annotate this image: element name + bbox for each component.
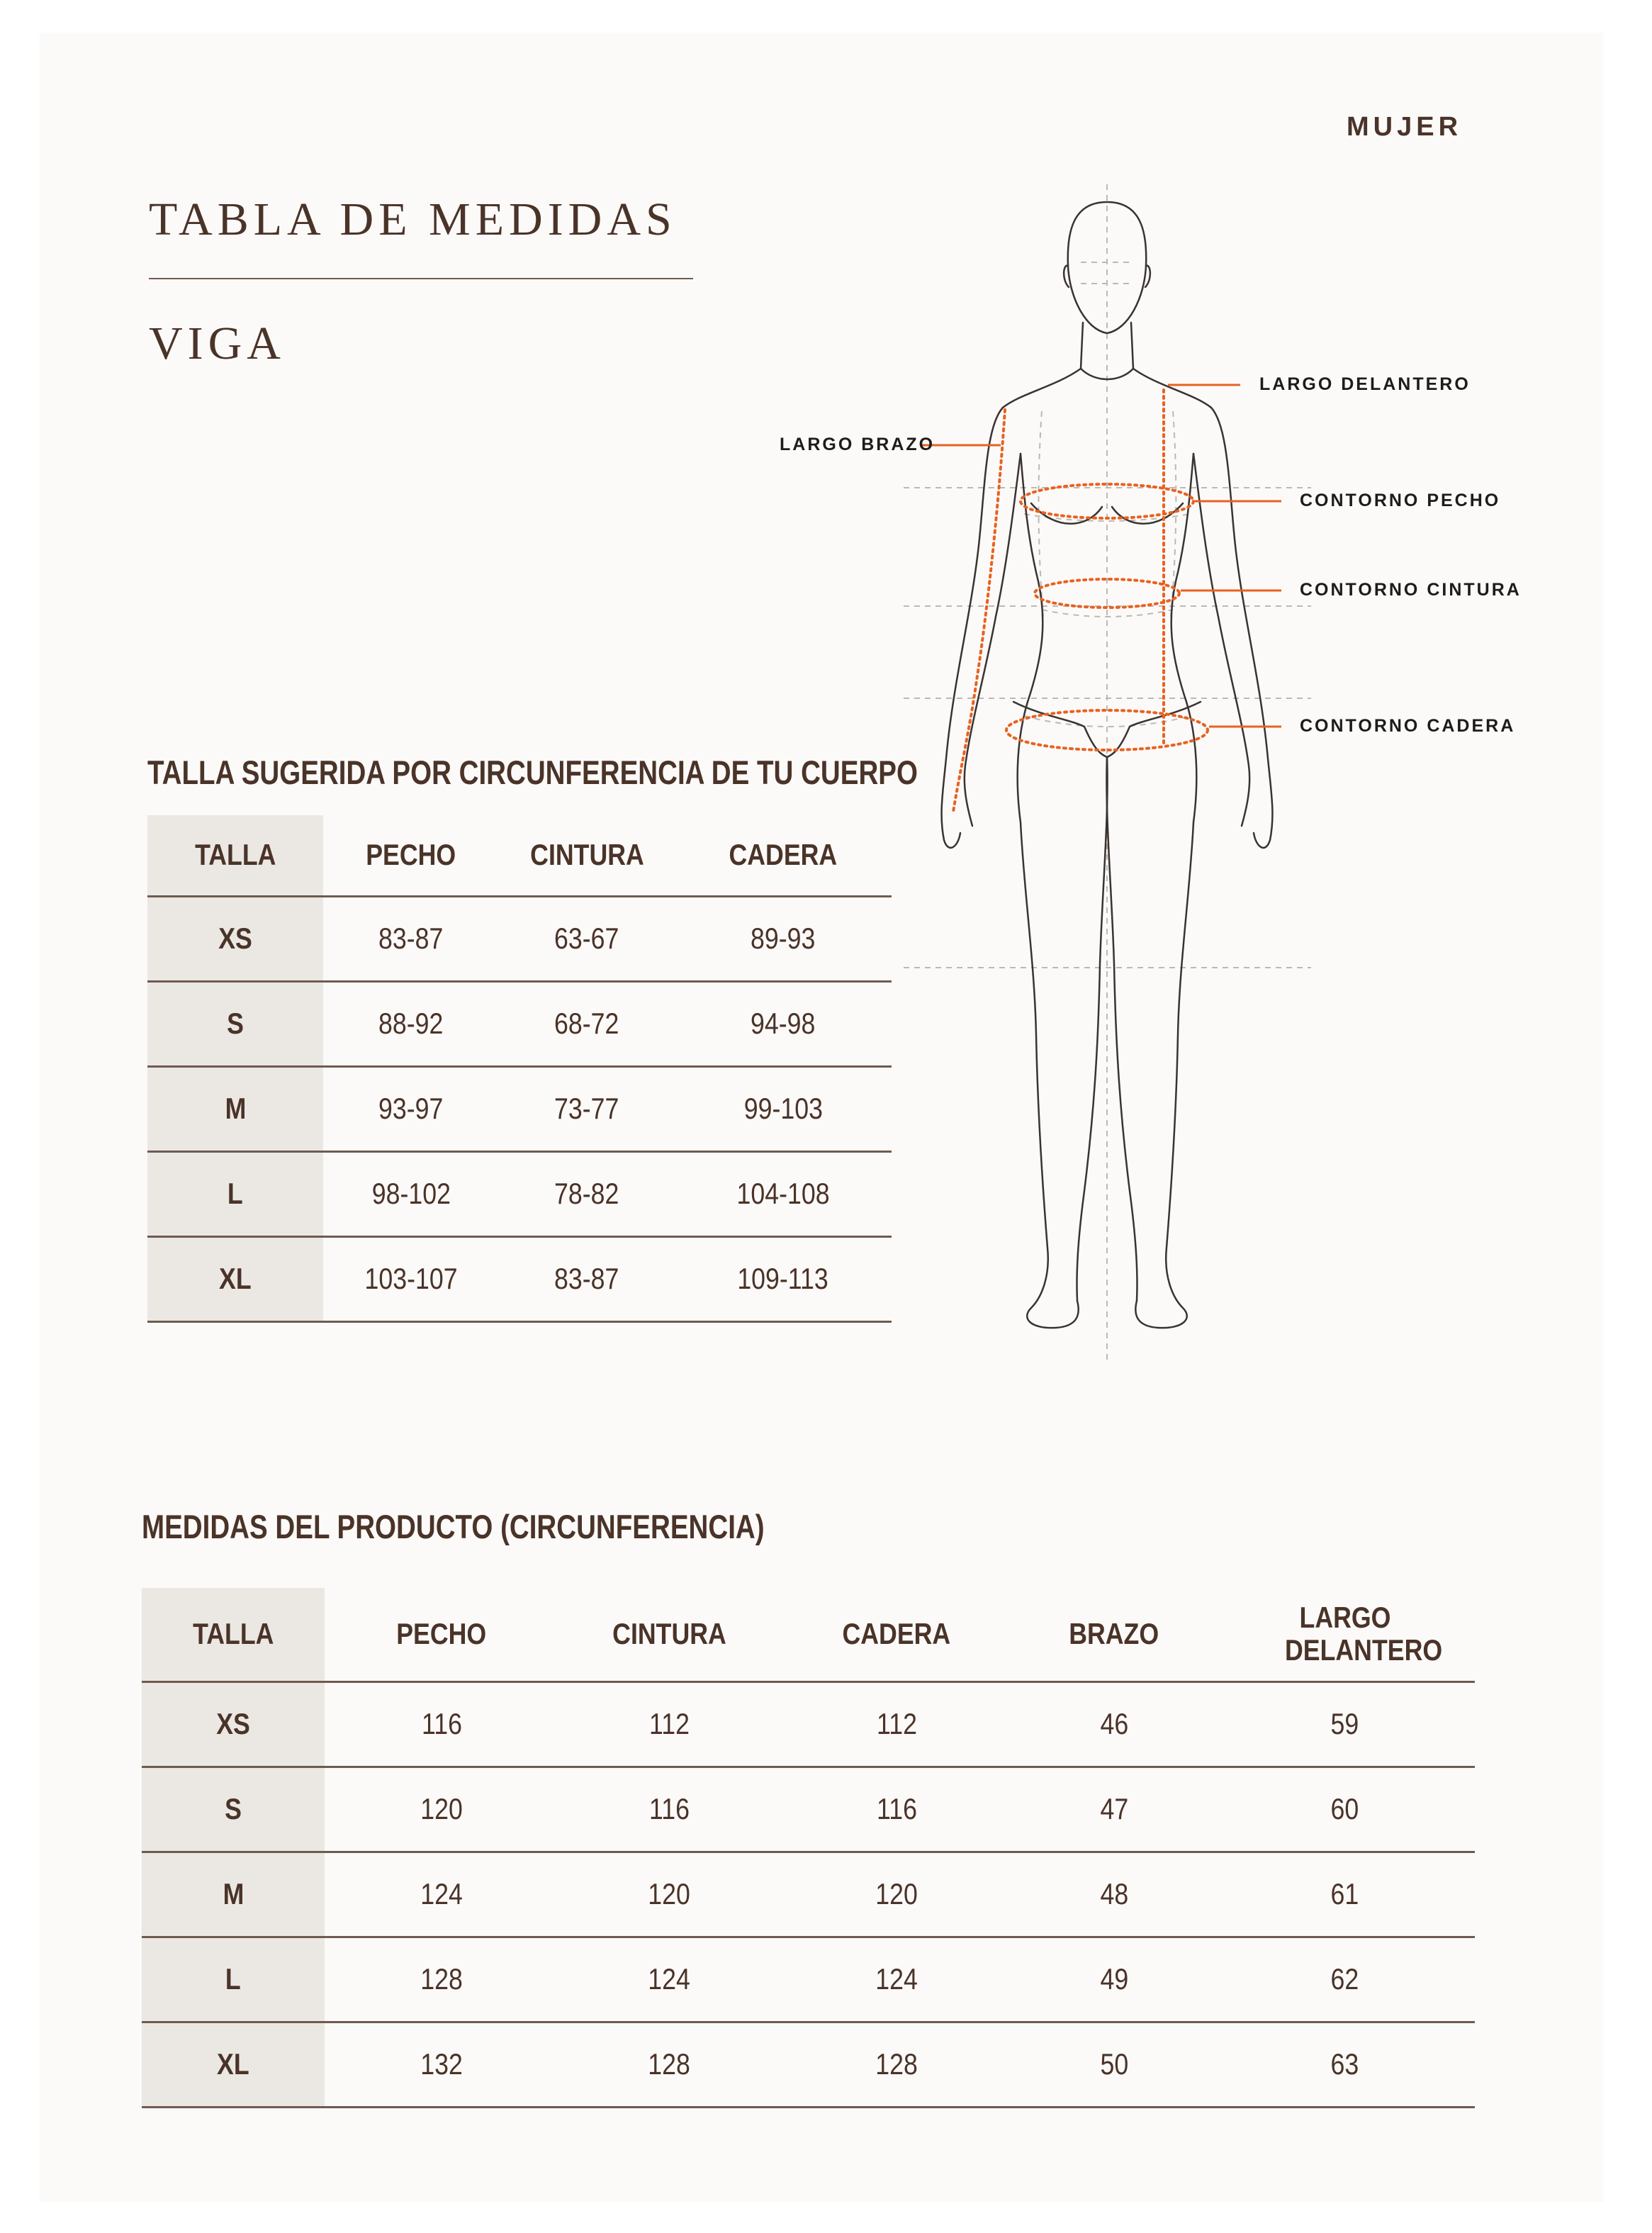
header-cintura: CINTURA <box>499 815 675 896</box>
table-header-row <box>147 815 892 896</box>
brazo-cell: 46 <box>1013 1681 1215 1767</box>
cadera-cell: 112 <box>780 1681 1013 1767</box>
cintura-cell: 120 <box>558 1852 780 1937</box>
largo-delantero-cell: 63 <box>1215 2022 1475 2107</box>
header-talla: TALLA <box>142 1588 325 1681</box>
table-row <box>147 896 892 981</box>
cintura-cell: 128 <box>558 2022 780 2107</box>
label-largo-delantero: LARGO DELANTERO <box>1259 374 1471 394</box>
product-measurements-table <box>142 1588 1475 2108</box>
pecho-cell: 103-107 <box>323 1236 499 1321</box>
largo-delantero-cell: 62 <box>1215 1937 1475 2022</box>
size-cell: L <box>142 1937 325 2022</box>
header-cintura: CINTURA <box>558 1588 780 1681</box>
cintura-cell: 73-77 <box>499 1066 675 1151</box>
brazo-cell: 49 <box>1013 1937 1215 2022</box>
table-row <box>142 1681 1475 1767</box>
brazo-cell: 47 <box>1013 1767 1215 1852</box>
table-row <box>147 1236 892 1321</box>
pecho-cell: 88-92 <box>323 981 499 1066</box>
product-name: VIGA <box>149 318 286 369</box>
table-row <box>142 1767 1475 1852</box>
size-cell: M <box>147 1066 323 1151</box>
size-cell: L <box>147 1151 323 1236</box>
table-row <box>147 1066 892 1151</box>
pecho-cell: 120 <box>325 1767 558 1852</box>
cadera-cell: 99-103 <box>675 1066 892 1151</box>
header-largo-delantero: LARGO DELANTERO <box>1215 1588 1475 1681</box>
header-pecho: PECHO <box>323 815 499 896</box>
cadera-cell: 128 <box>780 2022 1013 2107</box>
cadera-cell: 124 <box>780 1937 1013 2022</box>
body-measurement-figure <box>886 181 1325 1372</box>
header-cadera: CADERA <box>675 815 892 896</box>
table-row <box>142 1937 1475 2022</box>
pecho-cell: 124 <box>325 1852 558 1937</box>
pecho-cell: 128 <box>325 1937 558 2022</box>
table-row <box>142 1852 1475 1937</box>
cintura-cell: 83-87 <box>499 1236 675 1321</box>
cintura-cell: 124 <box>558 1937 780 2022</box>
header-cadera: CADERA <box>780 1588 1013 1681</box>
page-title: TABLA DE MEDIDAS <box>149 194 677 245</box>
body-table-title: TALLA SUGERIDA POR CIRCUNFERENCIA DE TU CUERPO <box>147 754 918 791</box>
size-cell: S <box>142 1767 325 1852</box>
cintura-cell: 63-67 <box>499 896 675 981</box>
header-pecho: PECHO <box>325 1588 558 1681</box>
size-cell: XL <box>142 2022 325 2107</box>
cadera-cell: 116 <box>780 1767 1013 1852</box>
largo-delantero-cell: 61 <box>1215 1852 1475 1937</box>
cadera-cell: 94-98 <box>675 981 892 1066</box>
pecho-cell: 98-102 <box>323 1151 499 1236</box>
table-row <box>142 2022 1475 2107</box>
size-cell: M <box>142 1852 325 1937</box>
cadera-cell: 89-93 <box>675 896 892 981</box>
label-largo-brazo: LARGO BRAZO <box>780 435 935 454</box>
cintura-cell: 116 <box>558 1767 780 1852</box>
brazo-cell: 50 <box>1013 2022 1215 2107</box>
cadera-cell: 120 <box>780 1852 1013 1937</box>
label-contorno-cintura: CONTORNO CINTURA <box>1300 580 1522 600</box>
size-cell: XS <box>142 1681 325 1767</box>
pecho-cell: 116 <box>325 1681 558 1767</box>
size-cell: XS <box>147 896 323 981</box>
cintura-cell: 78-82 <box>499 1151 675 1236</box>
cintura-cell: 112 <box>558 1681 780 1767</box>
table-header-row <box>142 1588 1475 1681</box>
label-contorno-pecho: CONTORNO PECHO <box>1300 491 1501 510</box>
cadera-cell: 104-108 <box>675 1151 892 1236</box>
largo-delantero-cell: 60 <box>1215 1767 1475 1852</box>
largo-delantero-cell: 59 <box>1215 1681 1475 1767</box>
size-cell: S <box>147 981 323 1066</box>
pecho-cell: 132 <box>325 2022 558 2107</box>
table-row <box>147 1151 892 1236</box>
cadera-cell: 109-113 <box>675 1236 892 1321</box>
product-table-title: MEDIDAS DEL PRODUCTO (CIRCUNFERENCIA) <box>142 1508 765 1545</box>
pecho-cell: 83-87 <box>323 896 499 981</box>
body-size-table <box>147 815 892 1323</box>
cintura-cell: 68-72 <box>499 981 675 1066</box>
header-brazo: BRAZO <box>1013 1588 1215 1681</box>
brazo-cell: 48 <box>1013 1852 1215 1937</box>
size-cell: XL <box>147 1236 323 1321</box>
title-divider <box>149 278 693 279</box>
pecho-cell: 93-97 <box>323 1066 499 1151</box>
label-contorno-cadera: CONTORNO CADERA <box>1300 716 1516 736</box>
header-talla: TALLA <box>147 815 323 896</box>
table-row <box>147 981 892 1066</box>
audience-label: MUJER <box>1347 112 1463 142</box>
